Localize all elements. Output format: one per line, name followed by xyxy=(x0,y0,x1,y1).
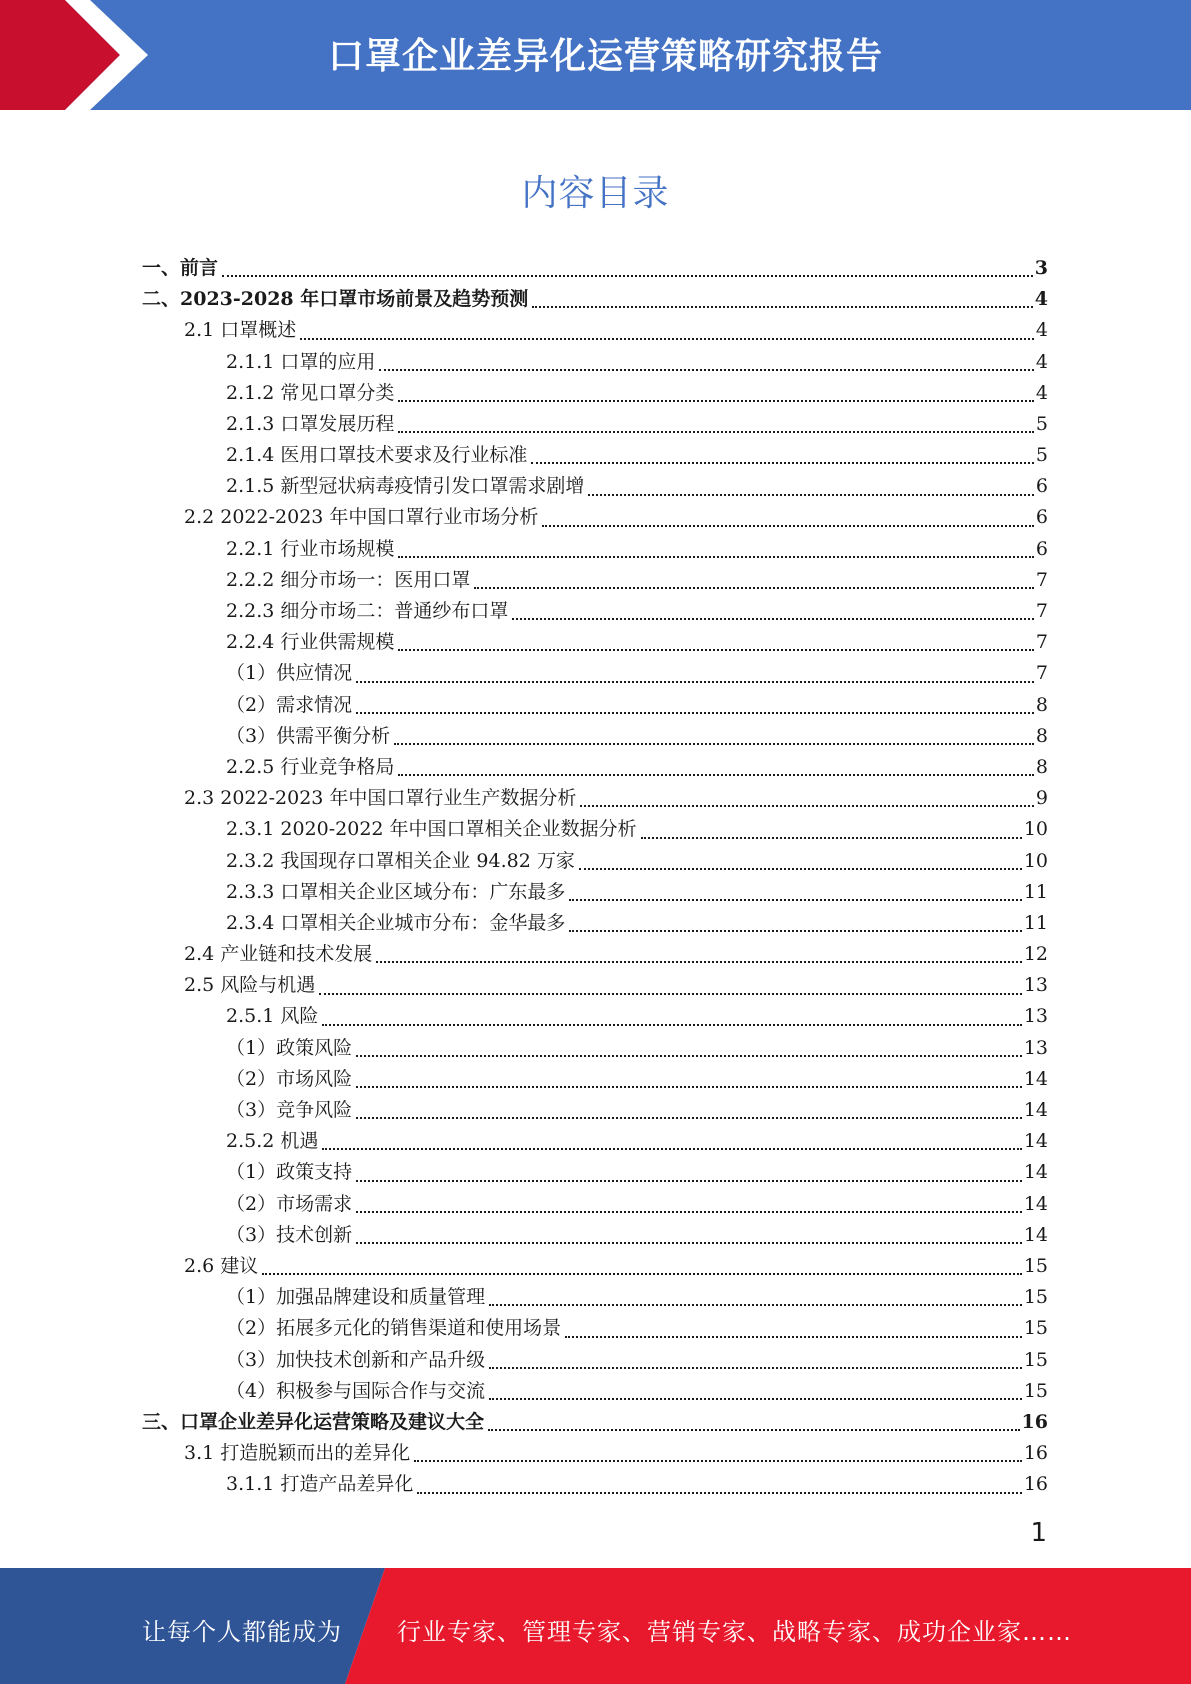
toc-entry-label: 三、口罩企业差异化运营策略及建议大全 xyxy=(142,1410,485,1433)
report-title: 口罩企业差异化运营策略研究报告 xyxy=(327,36,883,77)
toc-entry[interactable] xyxy=(142,908,1048,939)
toc-entry-page: 11 xyxy=(1023,880,1048,903)
toc-entry-page: 16 xyxy=(1021,1410,1048,1433)
toc-entry[interactable] xyxy=(142,1033,1048,1064)
toc-entry-label: （4）积极参与国际合作与交流 xyxy=(226,1379,486,1402)
toc-entry[interactable] xyxy=(142,378,1048,409)
toc-entry[interactable] xyxy=(142,814,1048,845)
toc-entry-page: 14 xyxy=(1023,1192,1048,1215)
toc-entry-label: 2.6 建议 xyxy=(184,1254,259,1277)
toc-entry-page: 16 xyxy=(1023,1473,1048,1496)
dot-leader xyxy=(569,929,1021,932)
toc-entry-page: 10 xyxy=(1023,849,1048,872)
toc-entry-page: 8 xyxy=(1035,755,1048,778)
dot-leader xyxy=(565,1335,1022,1338)
toc-entry-page: 15 xyxy=(1023,1286,1048,1309)
toc-entry-label: 2.1 口罩概述 xyxy=(184,319,297,342)
dot-leader xyxy=(417,1491,1021,1494)
toc-entry-label: （1）政策风险 xyxy=(226,1036,353,1059)
toc-entry[interactable] xyxy=(142,1126,1048,1157)
dot-leader xyxy=(322,1023,1021,1026)
toc-entry-page: 7 xyxy=(1035,631,1048,654)
toc-entry[interactable] xyxy=(142,1095,1048,1126)
toc-entry[interactable] xyxy=(142,534,1048,565)
toc-entry-label: 2.2 2022-2023 年中国口罩行业市场分析 xyxy=(184,506,539,529)
toc-entry-label: （2）需求情况 xyxy=(226,693,353,716)
dot-leader xyxy=(398,430,1034,433)
dot-leader xyxy=(588,493,1034,496)
toc-entry-page: 7 xyxy=(1035,600,1048,623)
toc-entry[interactable] xyxy=(142,1407,1048,1438)
toc-entry-label: （3）加快技术创新和产品升级 xyxy=(226,1348,486,1371)
toc-entry-label: 2.2.3 细分市场二：普通纱布口罩 xyxy=(226,600,509,623)
toc-entry-label: 3.1 打造脱颖而出的差异化 xyxy=(184,1442,411,1465)
dot-leader xyxy=(532,305,1033,308)
dot-leader xyxy=(379,368,1034,371)
toc-entry-page: 13 xyxy=(1023,974,1048,997)
dot-leader xyxy=(394,742,1034,745)
toc-entry[interactable] xyxy=(142,1157,1048,1188)
toc-entry[interactable] xyxy=(142,783,1048,814)
toc-entry[interactable] xyxy=(142,752,1048,783)
toc-entry-label: 2.3.3 口罩相关企业区域分布：广东最多 xyxy=(226,880,566,903)
toc-entry-label: 2.3.2 我国现存口罩相关企业 94.82 万家 xyxy=(226,849,575,872)
toc-entry-label: 2.4 产业链和技术发展 xyxy=(184,943,373,966)
dot-leader xyxy=(579,867,1022,870)
dot-leader xyxy=(356,1085,1022,1088)
toc-entry[interactable] xyxy=(142,846,1048,877)
toc-entry-page: 14 xyxy=(1023,1130,1048,1153)
toc-entry-label: 2.1.2 常见口罩分类 xyxy=(226,381,395,404)
toc-entry-page: 8 xyxy=(1035,693,1048,716)
dot-leader xyxy=(569,898,1021,901)
toc-entry[interactable] xyxy=(142,253,1048,284)
dot-leader xyxy=(356,1241,1022,1244)
toc-entry-label: 2.1.1 口罩的应用 xyxy=(226,350,376,373)
toc-entry-label: 2.5.2 机遇 xyxy=(226,1130,319,1153)
toc-entry[interactable] xyxy=(142,1345,1048,1376)
toc-entry-label: 2.3.4 口罩相关企业城市分布：金华最多 xyxy=(226,911,566,934)
dot-leader xyxy=(531,461,1034,464)
toc-entry-label: （1）加强品牌建设和质量管理 xyxy=(226,1286,486,1309)
toc-entry-page: 13 xyxy=(1023,1036,1048,1059)
dot-leader xyxy=(319,992,1022,995)
toc-entry-page: 15 xyxy=(1023,1317,1048,1340)
toc-entry-label: 2.5 风险与机遇 xyxy=(184,974,316,997)
toc-entry[interactable] xyxy=(142,1313,1048,1344)
dot-leader xyxy=(376,960,1022,963)
toc-entry-page: 13 xyxy=(1023,1005,1048,1028)
toc-entry-page: 3 xyxy=(1034,256,1048,279)
dot-leader xyxy=(489,1303,1022,1306)
toc-entry[interactable] xyxy=(142,1376,1048,1407)
toc-entry[interactable] xyxy=(142,1002,1048,1033)
dot-leader xyxy=(474,586,1034,589)
toc-entry-page: 4 xyxy=(1034,288,1048,311)
toc-entry[interactable] xyxy=(142,1220,1048,1251)
footer-slogan-left: 让每个人都能成为 xyxy=(142,1618,342,1646)
toc-entry[interactable] xyxy=(142,409,1048,440)
toc-entry-page: 11 xyxy=(1023,911,1048,934)
toc-entry-page: 6 xyxy=(1035,537,1048,560)
dot-leader xyxy=(356,1179,1022,1182)
toc-entry-label: 一、前言 xyxy=(142,256,219,279)
table-of-contents xyxy=(142,253,1048,1501)
page-number: 1 xyxy=(1030,1518,1047,1548)
toc-entry-label: （1）供应情况 xyxy=(226,662,353,685)
dot-leader xyxy=(542,524,1033,527)
toc-entry-page: 14 xyxy=(1023,1161,1048,1184)
toc-entry-label: 2.2.4 行业供需规模 xyxy=(226,631,395,654)
dot-leader xyxy=(300,337,1034,340)
toc-entry[interactable] xyxy=(142,503,1048,534)
toc-entry[interactable] xyxy=(142,970,1048,1001)
toc-entry-page: 14 xyxy=(1023,1099,1048,1122)
toc-entry-page: 5 xyxy=(1035,412,1048,435)
toc-entry-page: 5 xyxy=(1035,444,1048,467)
toc-entry[interactable] xyxy=(142,627,1048,658)
dot-leader xyxy=(356,1054,1022,1057)
toc-entry-label: 2.3.1 2020-2022 年中国口罩相关企业数据分析 xyxy=(226,818,637,841)
footer-banner xyxy=(0,1568,1191,1684)
toc-entry-page: 14 xyxy=(1023,1223,1048,1246)
dot-leader xyxy=(262,1272,1022,1275)
toc-entry-label: （2）市场风险 xyxy=(226,1067,353,1090)
toc-entry[interactable] xyxy=(142,284,1048,315)
dot-leader xyxy=(398,648,1034,651)
dot-leader xyxy=(356,1210,1022,1213)
toc-entry[interactable] xyxy=(142,1282,1048,1313)
footer-slogan-right: 行业专家、管理专家、营销专家、战略专家、成功企业家…… xyxy=(397,1618,1072,1646)
toc-entry-page: 15 xyxy=(1023,1254,1048,1277)
toc-entry[interactable] xyxy=(142,1189,1048,1220)
dot-leader xyxy=(489,1397,1022,1400)
toc-entry[interactable] xyxy=(142,440,1048,471)
dot-leader xyxy=(356,680,1034,683)
toc-entry-label: 3.1.1 打造产品差异化 xyxy=(226,1473,414,1496)
toc-entry-page: 4 xyxy=(1035,319,1048,342)
toc-entry-page: 9 xyxy=(1035,787,1048,810)
toc-entry[interactable] xyxy=(142,877,1048,908)
toc-entry[interactable] xyxy=(142,347,1048,378)
toc-entry-page: 4 xyxy=(1035,350,1048,373)
dot-leader xyxy=(398,555,1034,558)
toc-entry[interactable] xyxy=(142,1438,1048,1469)
toc-entry-page: 10 xyxy=(1023,818,1048,841)
toc-entry-label: 2.2.1 行业市场规模 xyxy=(226,537,395,560)
toc-entry-label: 2.2.5 行业竞争格局 xyxy=(226,755,395,778)
toc-entry[interactable] xyxy=(142,596,1048,627)
toc-entry[interactable] xyxy=(142,721,1048,752)
toc-entry[interactable] xyxy=(142,939,1048,970)
toc-entry-label: （2）市场需求 xyxy=(226,1192,353,1215)
dot-leader xyxy=(489,1366,1022,1369)
toc-entry-page: 8 xyxy=(1035,724,1048,747)
toc-entry-label: （3）竞争风险 xyxy=(226,1099,353,1122)
toc-entry[interactable] xyxy=(142,315,1048,346)
toc-entry-page: 16 xyxy=(1023,1442,1048,1465)
toc-entry-label: 2.1.3 口罩发展历程 xyxy=(226,412,395,435)
toc-entry-page: 12 xyxy=(1023,943,1048,966)
dot-leader xyxy=(356,1116,1022,1119)
dot-leader xyxy=(222,274,1033,277)
toc-entry-page: 15 xyxy=(1023,1379,1048,1402)
dot-leader xyxy=(356,711,1034,714)
toc-entry-label: 二、2023-2028 年口罩市场前景及趋势预测 xyxy=(142,288,529,311)
toc-entry-label: （3）供需平衡分析 xyxy=(226,724,391,747)
toc-entry-label: （2）拓展多元化的销售渠道和使用场景 xyxy=(226,1317,562,1340)
toc-entry[interactable] xyxy=(142,1251,1048,1282)
dot-leader xyxy=(512,617,1034,620)
toc-entry-label: 2.3 2022-2023 年中国口罩行业生产数据分析 xyxy=(184,787,577,810)
toc-entry-label: 2.5.1 风险 xyxy=(226,1005,319,1028)
toc-entry-page: 7 xyxy=(1035,662,1048,685)
toc-entry-page: 14 xyxy=(1023,1067,1048,1090)
dot-leader xyxy=(398,773,1034,776)
toc-entry[interactable] xyxy=(142,658,1048,689)
dot-leader xyxy=(398,399,1034,402)
toc-entry-page: 6 xyxy=(1035,506,1048,529)
dot-leader xyxy=(580,804,1033,807)
toc-entry-label: （3）技术创新 xyxy=(226,1223,353,1246)
toc-entry[interactable] xyxy=(142,471,1048,502)
toc-entry-label: 2.1.5 新型冠状病毒疫情引发口罩需求剧增 xyxy=(226,475,585,498)
toc-entry-page: 6 xyxy=(1035,475,1048,498)
toc-entry[interactable] xyxy=(142,565,1048,596)
toc-entry-label: （1）政策支持 xyxy=(226,1161,353,1184)
toc-heading: 内容目录 xyxy=(521,173,670,214)
dot-leader xyxy=(488,1428,1020,1431)
dot-leader xyxy=(414,1459,1022,1462)
toc-entry[interactable] xyxy=(142,1064,1048,1095)
toc-entry-page: 7 xyxy=(1035,568,1048,591)
toc-entry[interactable] xyxy=(142,1469,1048,1500)
toc-entry-label: 2.2.2 细分市场一：医用口罩 xyxy=(226,568,471,591)
toc-entry-page: 4 xyxy=(1035,381,1048,404)
toc-entry[interactable] xyxy=(142,690,1048,721)
toc-entry-page: 15 xyxy=(1023,1348,1048,1371)
dot-leader xyxy=(322,1147,1021,1150)
header-banner xyxy=(0,0,1191,110)
toc-entry-label: 2.1.4 医用口罩技术要求及行业标准 xyxy=(226,444,528,467)
dot-leader xyxy=(641,836,1022,839)
